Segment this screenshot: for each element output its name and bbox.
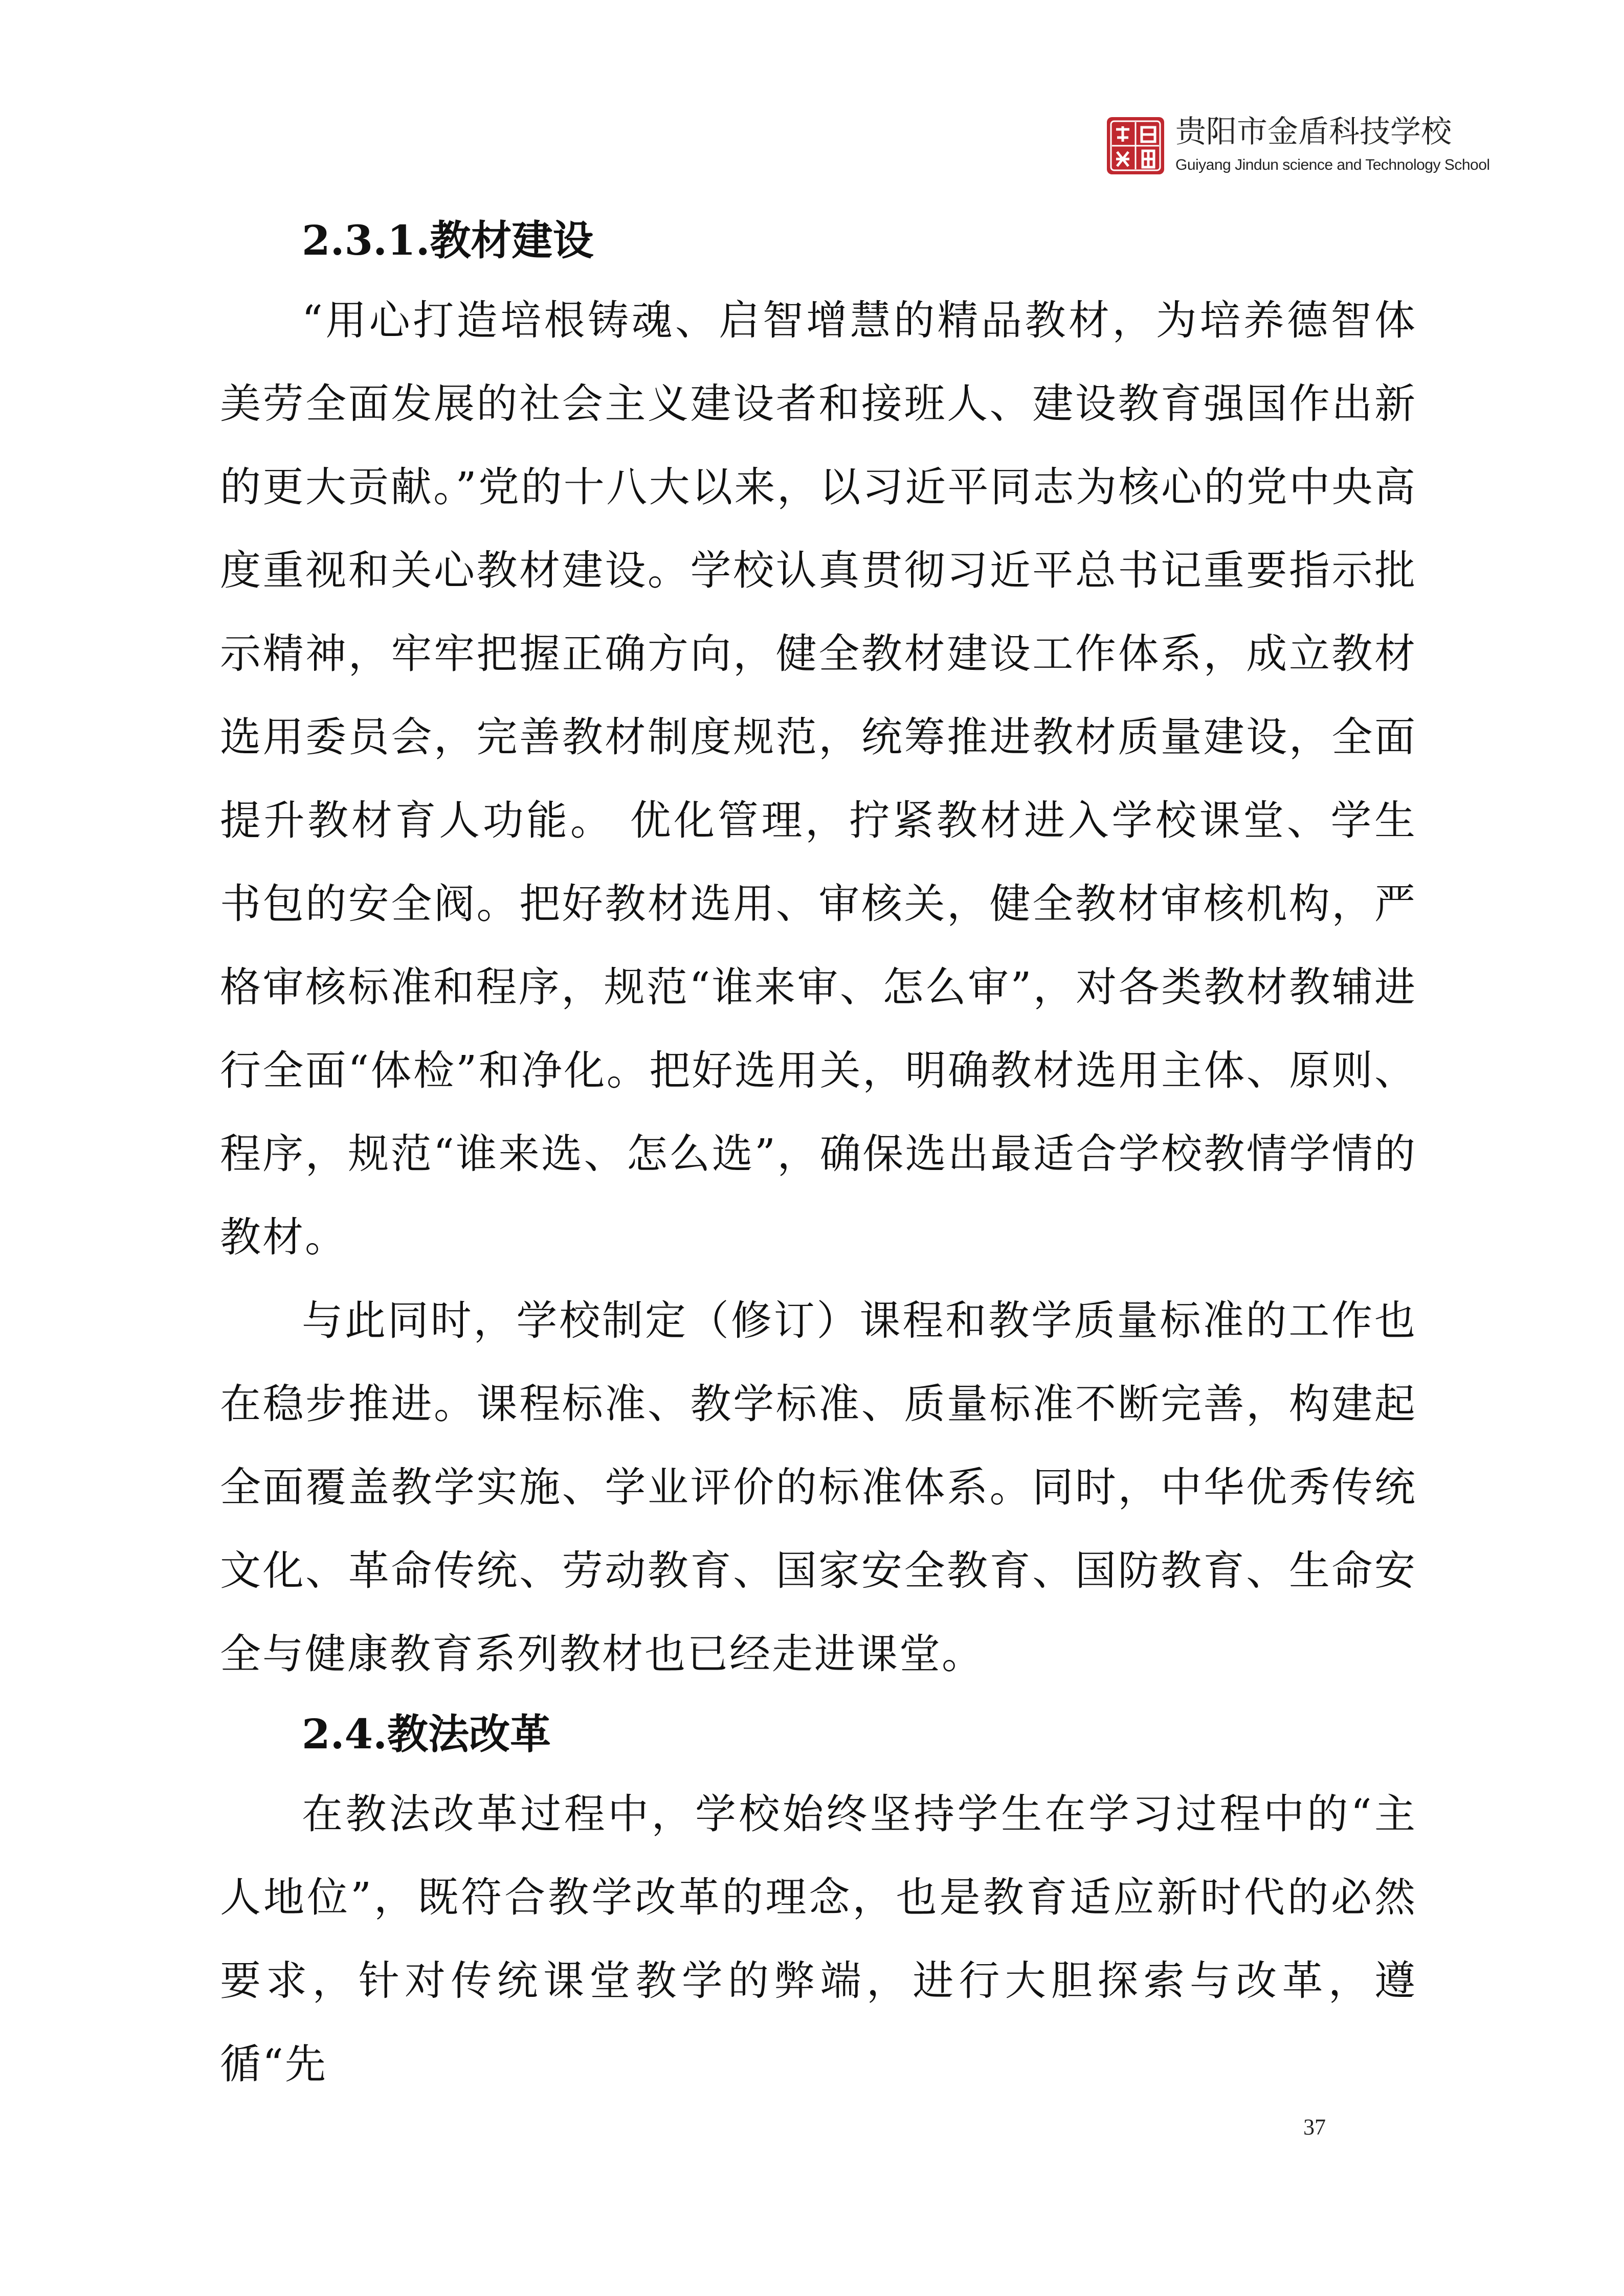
page-number: 37 (1303, 2114, 1326, 2140)
paragraph-teaching-reform: 在教法改革过程中，学校始终坚持学生在学习过程中的“主人地位”，既符合教学改革的理念，也是教育适应新时代的必然要求，针对传统课堂教学的弊端，进行大胆探索与改革，遵循“先 (220, 1790, 1417, 2088)
paragraph-quality-standards: 与此同时，学校制定（修订）课程和教学质量标准的工作也在稳步推进。课程标准、教学标准、质量标准不断完善，构建起全面覆盖教学实施、学业评价的标准体系。同时，中华优秀传统文化、革命传统、劳动教育、国家安全教育、国防教育、生命安全与健康教育系列教材也已经走进课堂。 (220, 1297, 1417, 1678)
school-name-en: Guiyang Jindun science and Technology School (1175, 156, 1490, 173)
document-body (220, 202, 1417, 2106)
section-2-3-1-heading: 2.3.1.教材建设 (302, 216, 594, 264)
paragraph-textbook-construction: “用心打造培根铸魂、启智增慧的精品教材，为培养德智体美劳全面发展的社会主义建设者和接班人、建设教育强国作出新的更大贡献。”党的十八大以来，以习近平同志为核心的党中央高度重视和关心教材建设。学校认真贯彻习近平总书记重要指示批示精神，牢牢把握正确方向，健全教材建设工作体系，成立教材选用委员会，完善教材制度规范，统筹推进教材质量建设，全面提升教材育人功能。 优化管理，拧紧教材进入学校课堂、学生书包的安全阀。把好教材选用、审核关，健全教材审核机构，严格审核标准和程序，规范“谁来审、怎么审”，对各类教材教辅进行全面“体检”和净化。把好选用关，明确教材选用主体、原则、程序，规范“谁来选、怎么选”，确保选出最适合学校教情学情的教材。 (220, 297, 1417, 1261)
section-2-4-heading: 2.4.教法改革 (302, 1710, 551, 1758)
page-header (1105, 110, 1490, 187)
school-name-cn: 贵阳市金盾科技学校 (1175, 114, 1452, 150)
school-seal-icon (1105, 115, 1166, 176)
